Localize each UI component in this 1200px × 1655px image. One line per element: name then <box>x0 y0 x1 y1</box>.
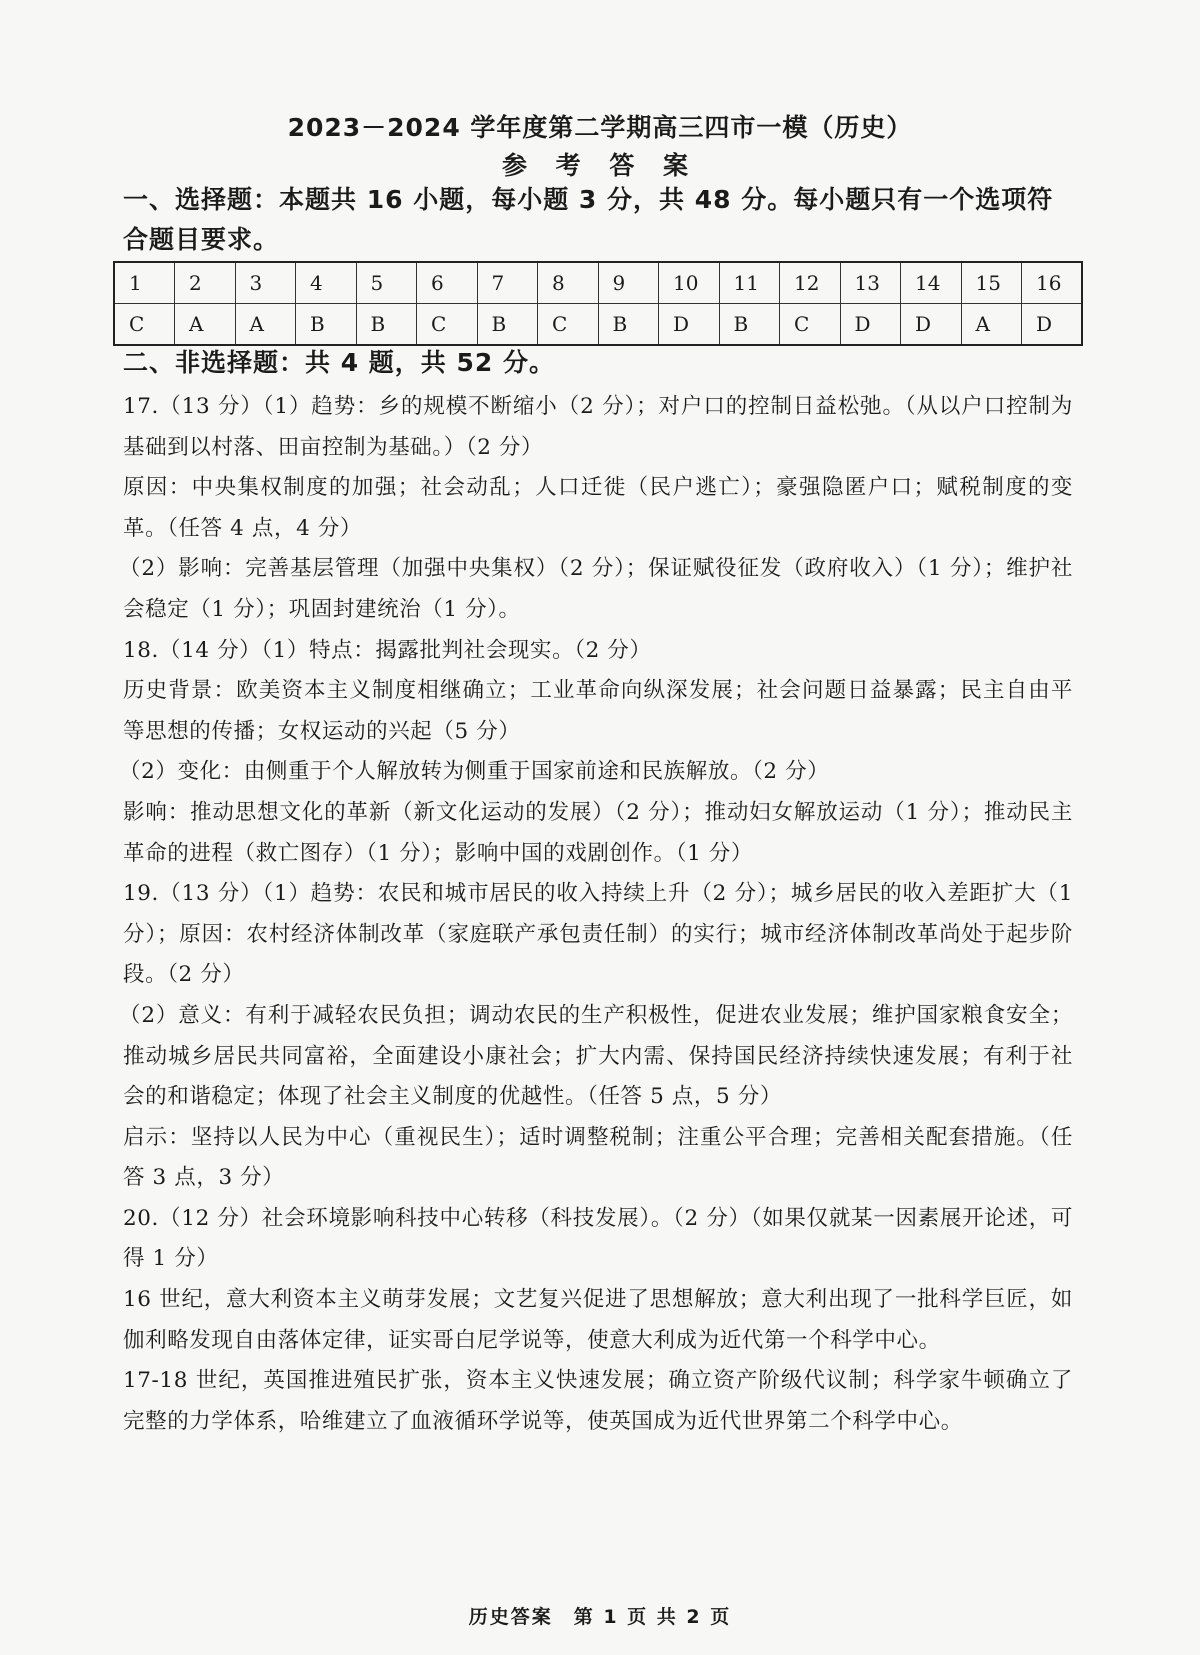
answer-cell: D <box>1022 304 1083 346</box>
answer-cell: A <box>961 304 1022 346</box>
answer-table-answer-row <box>114 304 1082 346</box>
question-number: 15 <box>961 262 1022 304</box>
answer-paragraph-q20-italy: 16 世纪，意大利资本主义萌芽发展；文艺复兴促进了思想解放；意大利出现了一批科学巨匠，如伽利略发现自由落体定律，证实哥白尼学说等，使意大利成为近代第一个科学中心。 <box>123 1287 1073 1353</box>
answer-cell: B <box>719 304 780 346</box>
page-footer: 历史答案 第 1 页 共 2 页 <box>468 1606 732 1628</box>
answer-cell: C <box>114 304 175 346</box>
page-subtitle: 参 考 答 案 <box>501 151 699 180</box>
answer-cell: D <box>659 304 720 346</box>
section-2-heading: 二、非选择题：共 4 题，共 52 分。 <box>123 348 556 377</box>
question-number: 6 <box>417 262 478 304</box>
answer-paragraph-q18-part1: 18.（14 分）（1）特点：揭露批判社会现实。（2 分） <box>123 637 652 663</box>
answer-paragraph-q18-impact: 影响：推动思想文化的革新（新文化运动的发展）（2 分）；推动妇女解放运动（1 分）；推动民主革命的进程（救亡图存）（1 分）；影响中国的戏剧创作。（1 分） <box>123 799 1073 866</box>
question-number: 1 <box>114 262 175 304</box>
answer-cell: B <box>477 304 538 346</box>
answer-paragraph-q17-reasons: 原因：中央集权制度的加强；社会动乱；人口迁徙（民户逃亡）；豪强隐匿户口；赋税制度的变革。（任答 4 点，4 分） <box>123 475 1073 541</box>
question-number: 2 <box>175 262 236 304</box>
answer-paragraph-q19-part2: （2）意义：有利于减轻农民负担；调动农民的生产积极性，促进农业发展；维护国家粮食安全；推动城乡居民共同富裕，全面建设小康社会；扩大内需、保持国民经济持续快速发展；有利于社会的和谐稳定；体现了社会主义制度的优越性。（任答 5 点，5 分） <box>119 1002 1073 1110</box>
answer-paragraph-q19-insight: 启示：坚持以人民为中心（重视民生）；适时调整税制；注重公平合理；完善相关配套措施。（任答 3 点，3 分） <box>123 1124 1073 1191</box>
question-number: 12 <box>780 262 841 304</box>
answer-cell: D <box>901 304 962 346</box>
question-number: 13 <box>840 262 901 304</box>
question-number: 7 <box>477 262 538 304</box>
question-number: 14 <box>901 262 962 304</box>
question-number: 16 <box>1022 262 1083 304</box>
question-number: 11 <box>719 262 780 304</box>
question-number: 9 <box>598 262 659 304</box>
section-1-heading: 一、选择题：本题共 16 小题，每小题 3 分，共 48 分。每小题只有一个选项符合题目要求。 <box>123 185 1054 254</box>
answer-cell: B <box>296 304 357 346</box>
answer-cell: A <box>175 304 236 346</box>
answer-paragraph-q17-part1: 17.（13 分）（1）趋势：乡的规模不断缩小（2 分）；对户口的控制日益松弛。（从以户口控制为基础到以村落、田亩控制为基础。）（2 分） <box>123 394 1073 460</box>
answer-cell: C <box>780 304 841 346</box>
page-title: 2023－2024 学年度第二学期高三四市一模（历史） <box>287 113 913 142</box>
answer-table <box>113 261 1083 346</box>
answer-paragraph-q19-part1: 19.（13 分）（1）趋势：农民和城市居民的收入持续上升（2 分）；城乡居民的收入差距扩大（1 分）；原因：农村经济体制改革（家庭联产承包责任制）的实行；城市经济体制改革尚处于起步阶段。（2 分） <box>123 881 1073 988</box>
answer-cell: B <box>598 304 659 346</box>
question-number: 8 <box>538 262 599 304</box>
answer-cell: D <box>840 304 901 346</box>
answer-body <box>119 387 1073 1442</box>
answer-paragraph-q18-background: 历史背景：欧美资本主义制度相继确立；工业革命向纵深发展；社会问题日益暴露；民主自由平等思想的传播；女权运动的兴起（5 分） <box>123 678 1073 744</box>
question-number: 5 <box>356 262 417 304</box>
answer-paragraph-q20-intro: 20.（12 分）社会环境影响科技中心转移（科技发展）。（2 分）（如果仅就某一因素展开论述，可得 1 分） <box>123 1205 1073 1272</box>
answer-cell: B <box>356 304 417 346</box>
answer-paragraph-q18-part2: （2）变化：由侧重于个人解放转为侧重于国家前途和民族解放。（2 分） <box>119 759 830 785</box>
question-number: 10 <box>659 262 720 304</box>
answer-cell: A <box>235 304 296 346</box>
answer-table-number-row <box>114 262 1082 304</box>
answer-cell: C <box>417 304 478 346</box>
answer-cell: C <box>538 304 599 346</box>
question-number: 3 <box>235 262 296 304</box>
answer-paragraph-q17-part2: （2）影响：完善基层管理（加强中央集权）（2 分）；保证赋役征发（政府收入）（1 分）；维护社会稳定（1 分）；巩固封建统治（1 分）。 <box>119 556 1073 622</box>
question-number: 4 <box>296 262 357 304</box>
answer-paragraph-q20-britain: 17-18 世纪，英国推进殖民扩张，资本主义快速发展；确立资产阶级代议制；科学家牛顿确立了完整的力学体系，哈维建立了血液循环学说等，使英国成为近代世界第二个科学中心。 <box>123 1368 1073 1434</box>
